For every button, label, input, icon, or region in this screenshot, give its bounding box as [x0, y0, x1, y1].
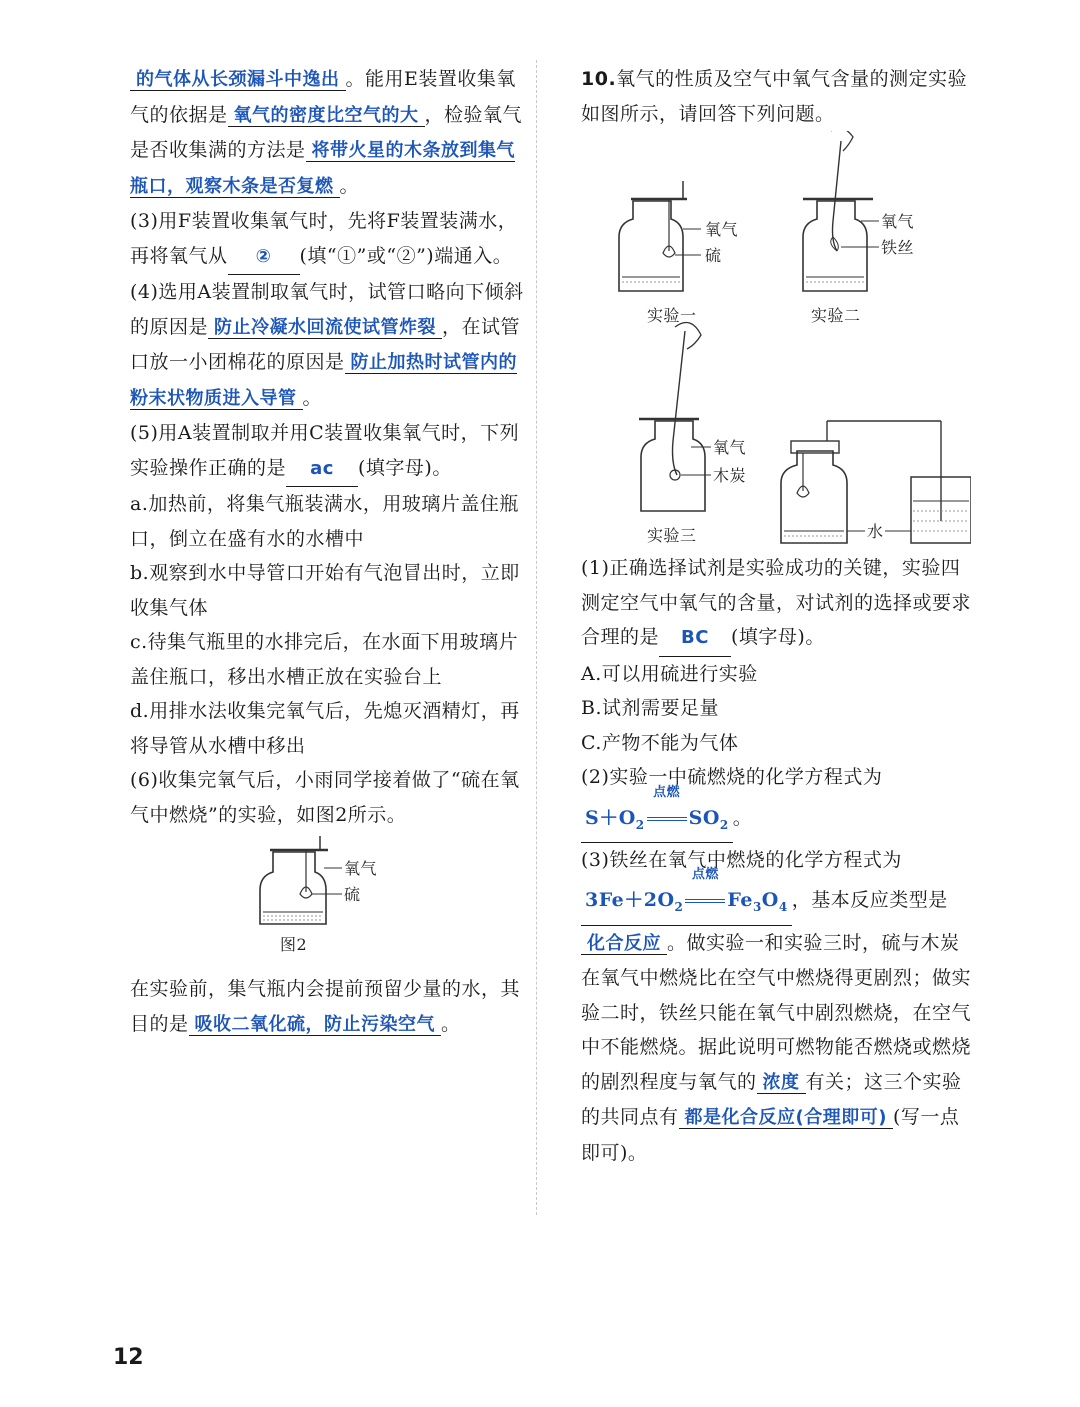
fig2-oxygen-label: 氧气	[344, 859, 378, 878]
experiment-4	[781, 421, 971, 551]
answer-concentration: 浓度	[757, 1072, 806, 1094]
sub-question-2: (2)实验一中硫燃烧的化学方程式为	[581, 766, 883, 788]
e3-oxygen-label: 氧气	[713, 438, 747, 457]
answer-water-purpose: 吸收二氧化硫，防止污染空气	[189, 1014, 442, 1036]
e1-caption: 实验一	[647, 306, 697, 325]
left-column	[130, 62, 525, 1042]
column-divider	[536, 60, 537, 1215]
e1-oxygen-label: 氧气	[705, 220, 739, 239]
choice-a: A.可以用硫进行实验	[581, 662, 758, 685]
option-d: d.用排水法收集完氧气后，先熄灭酒精灯，再将导管从水槽中移出	[130, 700, 520, 757]
experiment-2	[803, 131, 914, 325]
e2-oxygen-label: 氧气	[881, 212, 915, 231]
answer-cotton: 防止加热时试管内的粉末状物质进入导管	[130, 352, 518, 409]
option-c: c.待集气瓶里的水排完后，在水面下用玻璃片盖住瓶口，移出水槽正放在实验台上	[130, 631, 519, 688]
question-number: 10.	[581, 68, 617, 90]
e1-sulfur-label: 硫	[705, 246, 722, 265]
paragraph-e-device: 的气体从长颈漏斗中逸出 。能用E装置收集氧气的依据是 氧气的密度比空气的大 ，检验氧气是否收集满的方法是 将带火星的木条放到集气瓶口，观察木条是否复燃 。	[130, 68, 523, 197]
answer-port: ②	[228, 240, 300, 276]
e2-wire-label: 铁丝	[881, 238, 915, 257]
e4-water-label: 水	[867, 522, 884, 541]
answer-escape: 的气体从长颈漏斗中逸出	[130, 69, 346, 91]
answer-reaction-type: 化合反应	[581, 933, 667, 955]
sub-question-3: (3)铁丝在氧气中燃烧的化学方程式为	[581, 848, 902, 871]
answer-ops: ac	[286, 452, 358, 488]
answer-reagent: BC	[659, 621, 731, 657]
sulfur-equation-answer: $S+O_2$ 点燃 $SO_2$	[581, 801, 733, 843]
experiment-3	[639, 323, 746, 546]
answer-density: 氧气的密度比空气的大	[228, 105, 425, 127]
choice-c: C.产物不能为气体	[581, 731, 739, 754]
answer-common-point: 都是化合反应(合理即可)	[679, 1107, 893, 1129]
option-b: b.观察到水中导管口开始有气泡冒出时，立即收集气体	[130, 562, 520, 619]
page-number: 12	[113, 1345, 144, 1370]
question-10: 10.氧气的性质及空气中氧气含量的测定实验如图所示，请回答下列问题。	[581, 68, 968, 125]
question-6: (6)收集完氧气后，小雨同学接着做了“硫在氧气中燃烧”的实验，如图2所示。	[130, 769, 520, 826]
option-a: a.加热前，将集气瓶装满水，用玻璃片盖住瓶口，倒立在盛有水的水槽中	[130, 493, 519, 550]
experiments-diagram	[581, 131, 971, 551]
right-column	[581, 62, 971, 1170]
sulfur-equation: $S+O_2$ 点燃 $SO_2$ 。	[581, 801, 971, 843]
e3-charcoal-label: 木炭	[713, 466, 747, 485]
question-4: (4)选用A装置制取氧气时，试管口略向下倾斜的原因是 防止冷凝水回流使试管炸裂 ，在试管口放一小团棉花的原因是 防止加热时试管内的粉末状物质进入导管 。	[130, 281, 524, 409]
fig2-caption: 图2	[280, 935, 308, 954]
choice-b: B.试剂需要足量	[581, 697, 720, 719]
question-6b: 在实验前，集气瓶内会提前预留少量的水，其目的是 吸收二氧化硫，防止污染空气 。	[130, 978, 521, 1035]
experiment-figures	[581, 131, 971, 551]
sub-question-1: (1)正确选择试剂是实验成功的关键，实验四测定空气中氧气的含量，对试剂的选择或要求合理的是 BC (填字母)。	[581, 551, 971, 657]
question-5: (5)用A装置制取并用C装置收集氧气时，下列实验操作正确的是 ac (填字母)。	[130, 416, 525, 487]
figure-2	[130, 832, 525, 972]
answer-tilt: 防止冷凝水回流使试管炸裂	[208, 317, 442, 339]
iron-equation-answer: $3Fe+2O_2$ 点燃 $Fe_3O_4$	[581, 883, 792, 925]
e3-caption: 实验三	[647, 526, 697, 545]
experiment-1	[619, 181, 738, 325]
figure-2-diagram	[130, 832, 525, 972]
question-3: (3)用F装置收集氧气时，先将F装置装满水，再将氧气从 ② (填“①”或“②”)端通入。	[130, 204, 525, 275]
sub-question-3-body: $3Fe+2O_2$ 点燃 $Fe_3O_4$ ，基本反应类型是化合反应 。做实验一和实验三时，硫与木炭在氧气中燃烧比在空气中燃烧得更剧烈；做实验二时，铁丝只能在氧气中剧烈燃烧，在空气中不能燃烧。据此说明可燃物能否燃烧或燃烧的剧烈程度与氧气的 浓度 有关；这三个实验的共同点有 都是化合反应(合理即可) (写一点即可)。	[581, 867, 972, 1164]
fig2-sulfur-label: 硫	[344, 885, 361, 904]
answer-check-full: 将带火星的木条放到集气瓶口，观察木条是否复燃	[130, 140, 516, 197]
e2-caption: 实验二	[811, 306, 861, 325]
